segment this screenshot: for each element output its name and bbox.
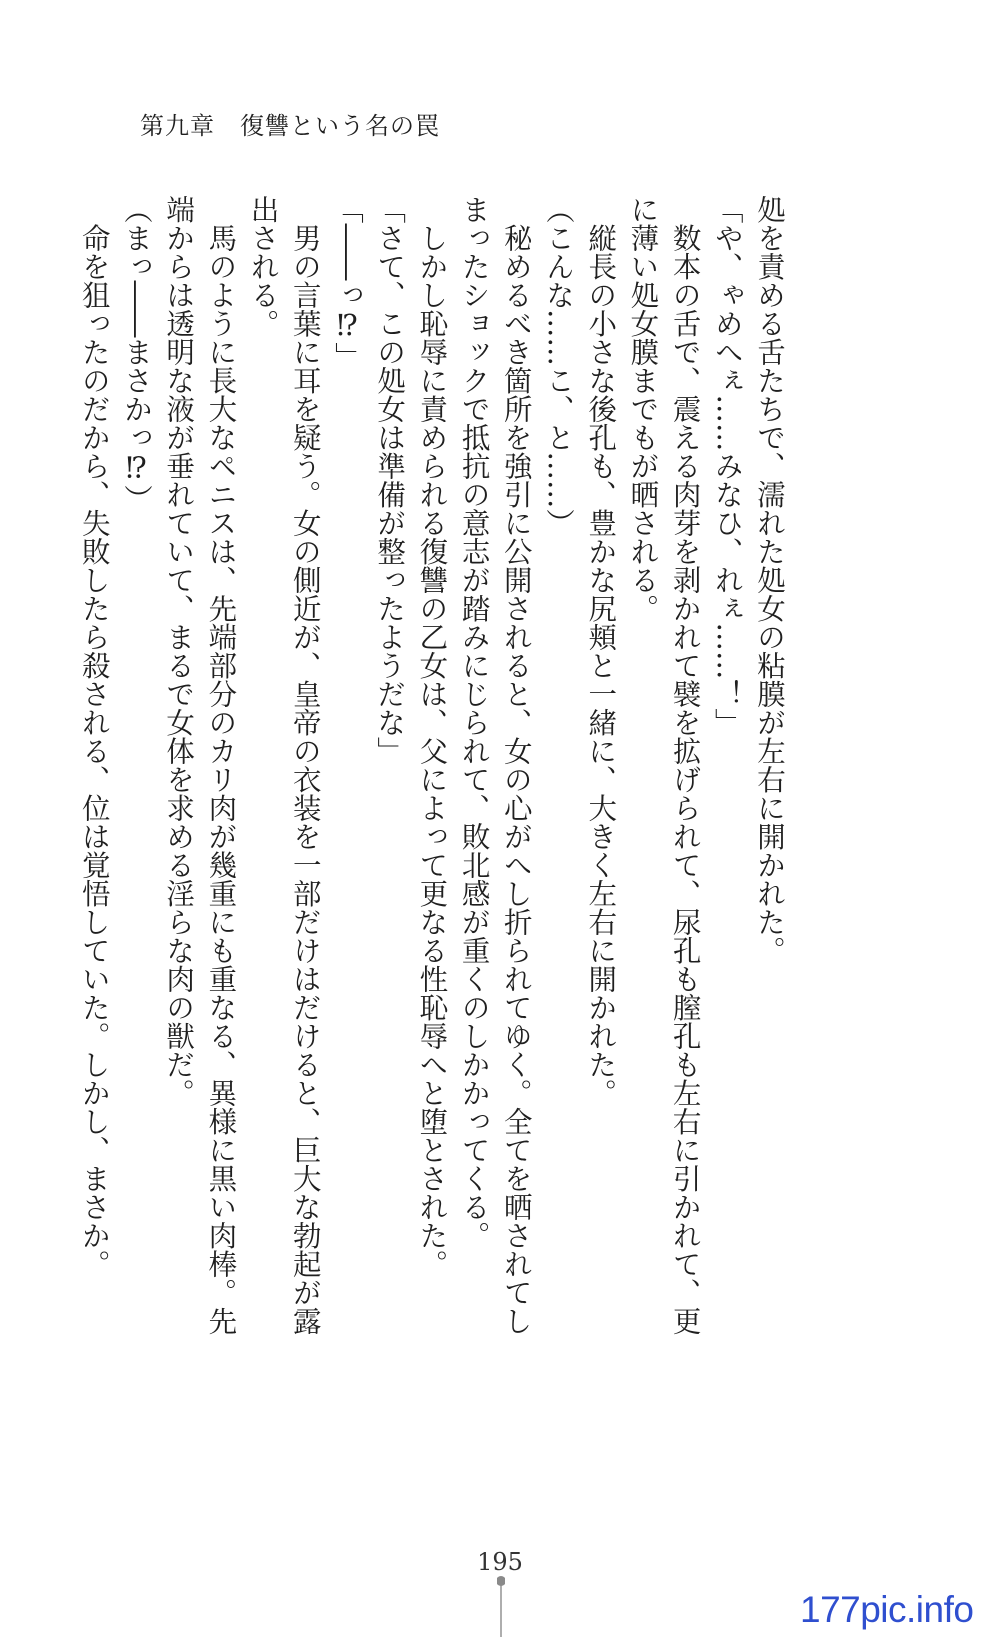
text-line: 縦長の小さな後孔も、豊かな尻頬と一緒に、大きく左右に開かれた。 bbox=[584, 195, 618, 1107]
vertical-text-body bbox=[73, 195, 790, 1345]
page-marker-icon bbox=[497, 1575, 505, 1637]
text-line: しかし恥辱に責められる復讐の乙女は、父によって更なる性恥辱へと堕とされた。 bbox=[415, 195, 449, 1278]
text-line: 馬のように長大なペニスは、先端部分のカリ肉が幾重にも重なる、異様に黒い肉棒。先 bbox=[204, 195, 238, 1335]
text-line: まったショックで抵抗の意志が踏みにじられて、敗北感が重くのしかかってくる。 bbox=[457, 195, 491, 1250]
watermark: 177pic.info bbox=[800, 1589, 974, 1630]
text-line: 男の言葉に耳を疑う。女の側近が、皇帝の衣装を一部だけはだけると、巨大な勃起が露 bbox=[288, 195, 322, 1335]
text-line: （こんな……こ、と……） bbox=[541, 195, 575, 537]
text-line: 「や、ゃめへぇ……みなひ、れぇ……！」 bbox=[710, 195, 744, 737]
text-line: 命を狙ったのだから、失敗したら殺される、位は覚悟していた。しかし、まさか。 bbox=[77, 195, 111, 1278]
text-line: 処を責める舌たちで、濡れた処女の粘膜が左右に開かれた。 bbox=[753, 195, 786, 965]
running-header: 第九章 復讐という名の罠 bbox=[140, 112, 440, 140]
text-line: 数本の舌で、震える肉芽を剥かれて襞を拡げられて、尿孔も膣孔も左右に引かれて、更 bbox=[668, 195, 702, 1335]
page-number: 195 bbox=[477, 1548, 523, 1576]
text-line: 「さて、この処女は準備が整ったようだな」 bbox=[373, 195, 407, 765]
text-line: 出される。 bbox=[246, 195, 280, 338]
text-line: 端からは透明な液が垂れていて、まるで女体を求める淫らな肉の獣だ。 bbox=[162, 195, 196, 1107]
text-line: 秘めるべき箇所を強引に公開されると、女の心がへし折られてゆく。全てを晒されてし bbox=[499, 195, 533, 1335]
text-line: に薄い処女膜までもが晒される。 bbox=[626, 195, 660, 623]
text-line: （まっ――まさかっ⁉） bbox=[119, 195, 153, 513]
text-line: 「――っ⁉」 bbox=[330, 195, 364, 371]
